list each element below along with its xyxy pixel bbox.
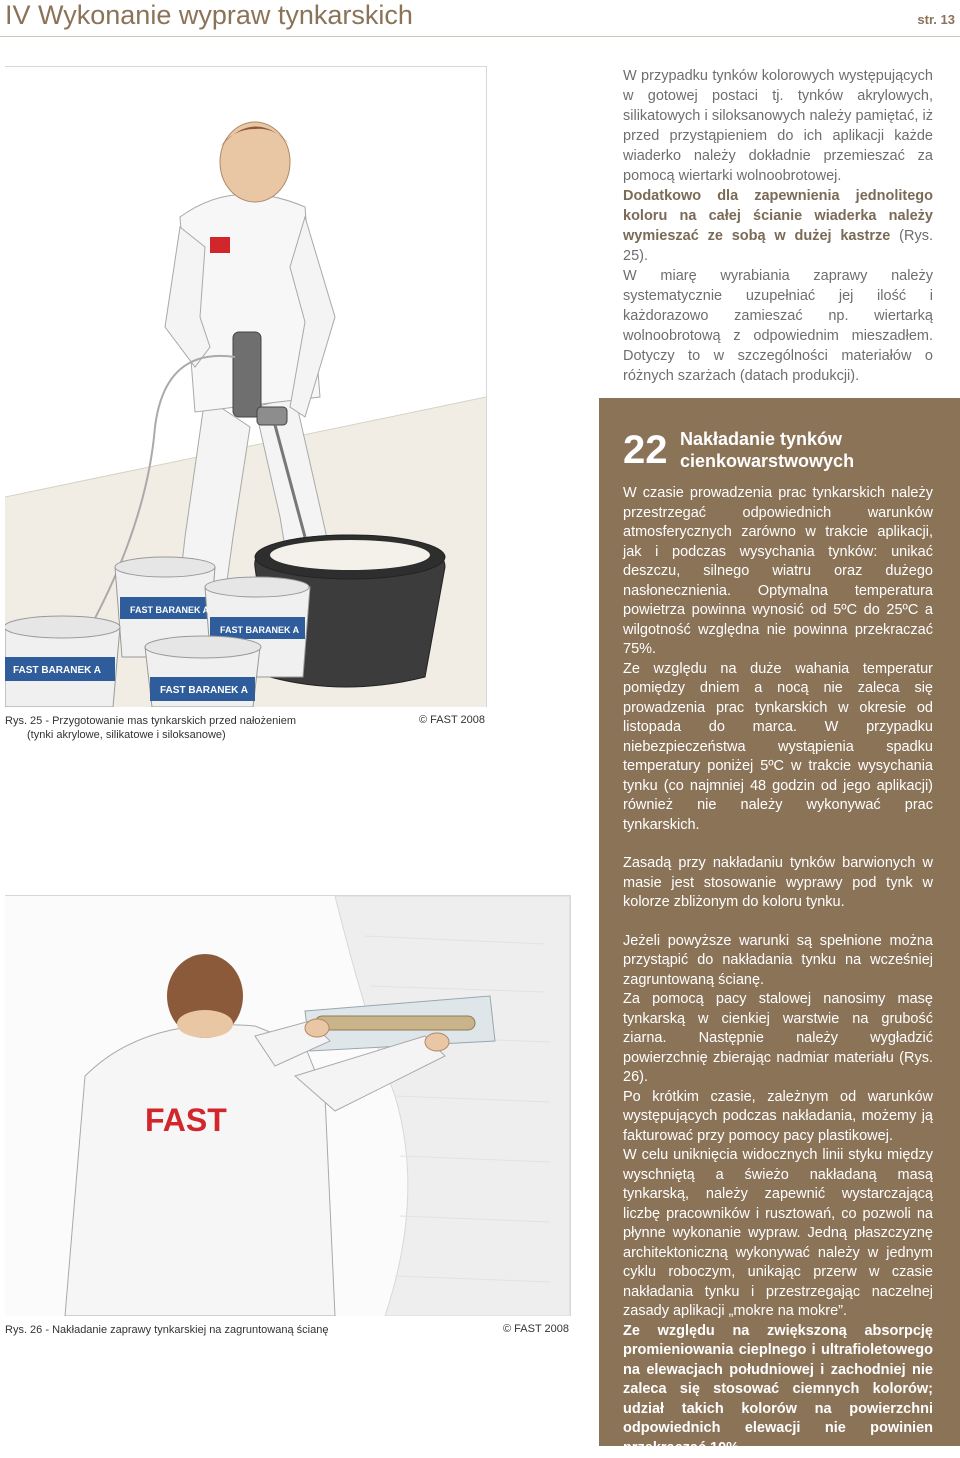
intro-text — [623, 66, 933, 386]
section-paragraph-1: W czasie prowadzenia prac tynkarskich należy przestrzegać odpowiednich warunków atmosferycznych zarówno w trakcie aplikacji, jak i podczas wysychania tynków: unikać deszczu, silnego wiatru oraz dużego nasłonecznienia. Optymalna temperatura powietrza powinna wynosić od 5ºC do 25ºC a wilgotność względna nie powinna przekraczać 75%. — [623, 484, 933, 660]
section-paragraph-7: W celu uniknięcia widocznych linii styku między wyschniętą a świeżo nakładaną masą tynkarską, należy zapewnić wystarczającą liczbę pracowników i rusztowań, co pozwoli na płynne wykonanie wypraw. Jedną płaszczyznę architektoniczną wykonywać należy w jednym cyklu roboczym, unikając przerw w czasie nakładania tynku i przestrzegając naczelnej zasady aplikacji „mokre na mokre”. — [623, 1146, 933, 1322]
section-paragraph-4: Jeżeli powyższe warunki są spełnione można przystąpić do nakładania tynku na wcześniej zagruntowaną ścianę. — [623, 932, 933, 991]
intro-paragraph-2 — [623, 186, 933, 266]
section-paragraph-2: Ze względu na duże wahania temperatur pomiędzy dniem a nocą nie zaleca się prowadzenia prac tynkarskich w okresie od listopada do marca. W przypadku niebezpieczeństwa wystąpienia spadku temperatury poniżej 5ºC w trakcie wysychania tynku (co najmniej 48 godzin od jego aplikacji) również nie należy wykonywać prac tynkarskich. — [623, 660, 933, 836]
bucket-label-2: FAST BARANEK A — [220, 625, 300, 635]
figure-26-caption: Rys. 26 - Nakładanie zaprawy tynkarskiej na zagruntowaną ścianę — [5, 1323, 328, 1337]
bucket-label-4: FAST BARANEK A — [160, 685, 248, 696]
figure-26-illustration — [5, 895, 571, 1316]
figure-25-caption-line1: Rys. 25 - Przygotowanie mas tynkarskich przed nałożeniem — [5, 714, 296, 728]
section-paragraph-3: Zasadą przy nakładaniu tynków barwionych w masie jest stosowanie wyprawy pod tynk w kolorze zbliżonym do koloru tynku. — [623, 854, 933, 913]
section-figure-ref-26: (Rys. 26) — [623, 1050, 933, 1086]
bucket-3 — [5, 616, 120, 707]
figure-25-caption-line2: (tynki akrylowe, silikatowe i siloksanowe) — [5, 728, 296, 742]
bucket-label-3: FAST BARANEK A — [13, 665, 101, 676]
fast-logo-text: FAST — [145, 1102, 227, 1138]
figure-26-copyright: © FAST 2008 — [503, 1323, 569, 1335]
header-divider — [0, 36, 960, 37]
intro-paragraph-1: W przypadku tynków kolorowych występujących w gotowej postaci tj. tynków akrylowych, silikatowych i siloksanowych należy pamiętać, iż przed przystąpieniem do ich aplikacji każde wiaderko należy dokładnie przemieszać za pomocą wiertarki wolnoobrotowej. — [623, 66, 933, 186]
section-paragraph-5-text: Za pomocą pacy stalowej nanosimy masę tynkarską w cienkiej warstwie na grubość ziarna. Następnie należy wygładzić powierzchnię zbierając nadmiar materiału — [623, 991, 933, 1066]
figure-25-illustration — [5, 66, 487, 707]
section-number: 22 — [623, 428, 668, 472]
section-paragraph-5-end: . — [644, 1069, 648, 1085]
bucket-label-1: FAST BARANEK A — [130, 605, 210, 615]
section-paragraph-6: Po krótkim czasie, zależnym od warunków występujących podczas nakładania, możemy ją fakturować przy pomocy pacy plastikowej. — [623, 1088, 933, 1147]
section-title: Nakładanie tynków cienkowarstwowych — [680, 428, 940, 472]
page-number: str. 13 — [917, 12, 955, 27]
page-title: IV Wykonanie wypraw tynkarskich — [5, 0, 413, 31]
bucket-4 — [145, 636, 261, 707]
worker-mixing-plaster-illustration — [5, 67, 486, 707]
worker-applying-plaster-illustration — [5, 896, 570, 1316]
intro-paragraph-2-end: . — [644, 248, 648, 264]
section-paragraph-8: Ze względu na zwiększoną absorpcję promieniowania cieplnego i ultrafioletowego na elewacjach południowej i zachodniej nie zaleca się stosować ciemnych kolorów; udział takich kolorów na powierzchni odpowiednich elewacji nie powinien przekraczać 10%. — [623, 1322, 933, 1458]
section-paragraph-5 — [623, 990, 933, 1088]
figure-25-caption — [5, 714, 296, 742]
intro-paragraph-2-bold: Dodatkowo dla zapewnienia jednolitego koloru na całej ścianie wiaderka należy wymieszać ze sobą w dużej kastrze — [623, 188, 933, 244]
section-22-text — [623, 484, 933, 1458]
intro-figure-ref-25: (Rys. 25) — [623, 228, 933, 264]
intro-paragraph-3: W miarę wyrabiania zaprawy należy systematycznie uzupełniać jej ilość i każdorazowo zamieszać np. wiertarką wolnoobrotową z odpowiednim mieszadłem. Dotyczy to w szczególności materiałów o różnych szarżach (datach produkcji). — [623, 266, 933, 386]
figure-25-copyright: © FAST 2008 — [419, 714, 485, 726]
